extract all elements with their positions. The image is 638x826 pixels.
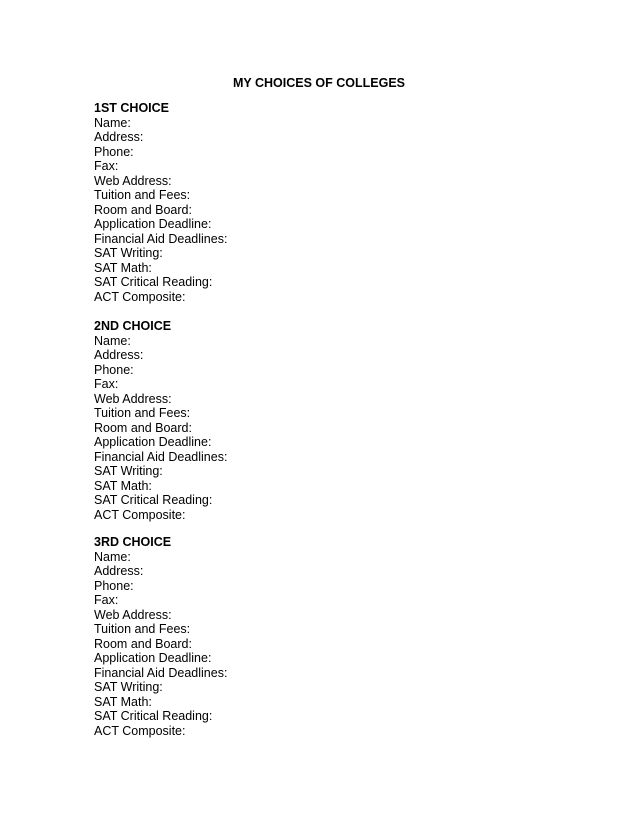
field-label: SAT Writing: [94,680,163,694]
field-label: Tuition and Fees: [94,622,191,636]
field-label: Application Deadline: [94,651,212,665]
field-label: Phone: [94,362,134,377]
section-heading: 1ST CHOICE [94,101,170,115]
field-label: Financial Aid Deadlines: [94,665,228,680]
field-label: Fax: [94,159,119,173]
choice-section-3 [94,535,544,738]
document-title-text: MY CHOICES OF COLLEGES [232,76,405,90]
choice-section-1 [94,101,544,304]
field-list [94,116,544,305]
field-label: Fax: [94,593,119,607]
choice-section-2 [94,319,544,522]
field-label: SAT Critical Reading: [94,275,213,289]
field-label: SAT Writing: [94,246,163,260]
field-label: Tuition and Fees: [94,406,191,420]
field-label: SAT Math: [94,694,152,709]
field-label: Phone: [94,144,134,159]
field-label: Address: [94,564,144,578]
field-label: Address: [94,348,144,362]
field-label: SAT Critical Reading: [94,709,213,723]
field-label: Fax: [94,377,119,391]
field-label: Room and Board: [94,636,192,651]
field-label: SAT Writing: [94,464,163,478]
field-label: Application Deadline: [94,435,212,449]
field-label: Phone: [94,578,134,593]
section-heading: 2ND CHOICE [94,319,172,333]
field-label: Tuition and Fees: [94,188,191,202]
field-label: Web Address: [94,391,172,406]
field-label: Room and Board: [94,202,192,217]
field-label: Room and Board: [94,420,192,435]
field-label: Name: [94,549,131,564]
field-label: ACT Composite: [94,507,186,522]
field-label: ACT Composite: [94,289,186,304]
field-label: SAT Math: [94,478,152,493]
field-label: ACT Composite: [94,723,186,738]
field-label: Financial Aid Deadlines: [94,231,228,246]
field-label: Name: [94,115,131,130]
field-label: Financial Aid Deadlines: [94,449,228,464]
field-list [94,550,544,739]
field-label: Web Address: [94,173,172,188]
field-label: Application Deadline: [94,217,212,231]
field-label: SAT Critical Reading: [94,493,213,507]
field-label: Name: [94,333,131,348]
field-label: Address: [94,130,144,144]
field-list [94,334,544,523]
field-label: SAT Math: [94,260,152,275]
section-heading: 3RD CHOICE [94,535,172,549]
field-label: Web Address: [94,607,172,622]
document-title [0,76,638,90]
